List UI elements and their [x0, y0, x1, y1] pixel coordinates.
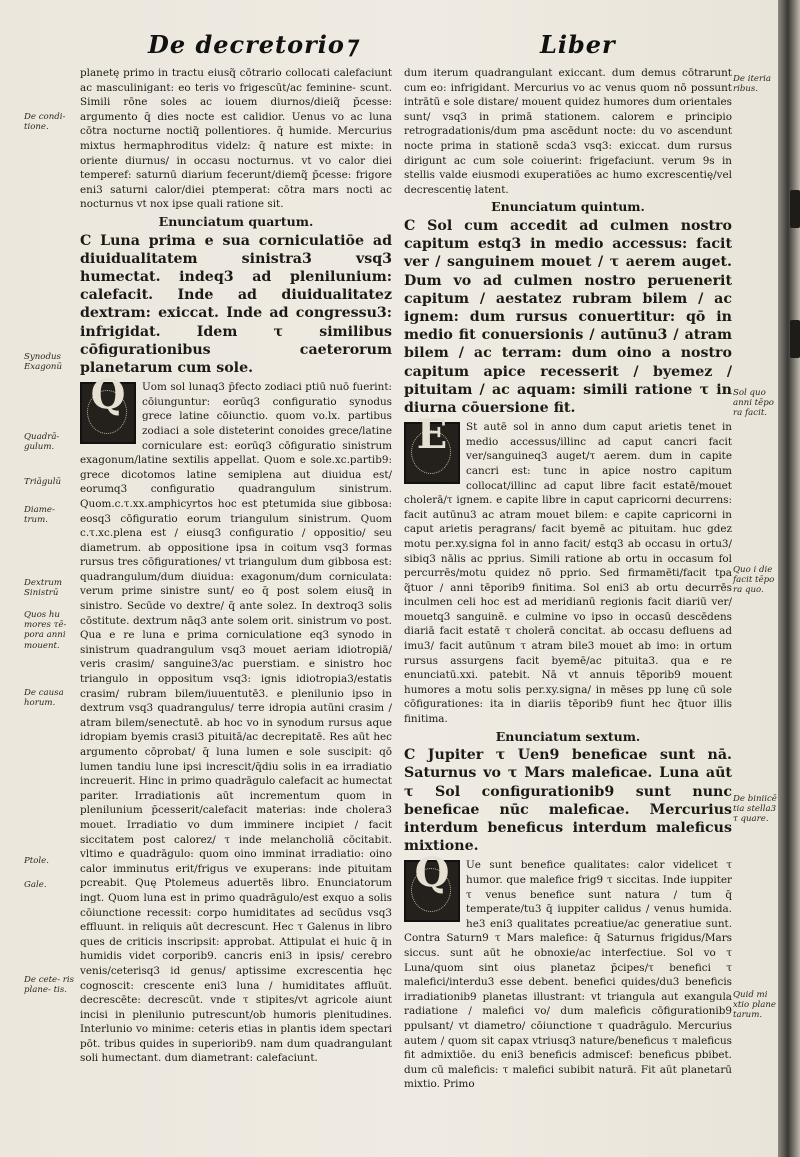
- enunciation-lead: C Sol cum accedit ad culmen nostro capitum estq3 in medio accessus: facit ver / sanguinem mouet / τ aerem auget. Dum vo ad culmen nostro peruenerit capitum / aestatez rubram bilem / ac ignem: dum rursus conuertitur: qō in medio fit conuersionis / autūnu3 / atram bilem / ac terram: dum oino a nostro capitum apice recesserit / byemez / pituitam / ac aquam: simili ratione τ in diurna cōuersione fit.: [404, 217, 732, 416]
- margin-note: Quid mi xtio plane tarum.: [733, 990, 776, 1021]
- facing-page-edge: [790, 320, 800, 358]
- margin-note: De causa horum.: [24, 688, 64, 709]
- margin-note: Diame- trum.: [24, 505, 55, 526]
- paragraph: planetę primo in tractu eiusq̃ cōtrario collocati calefaciunt ac masculinigant: eo teris vo frigescūt/ac feminine- scunt. Simili rōne soles ac iouem diurnos/dieiq̃ p̄cesse: argumento q̄ dies nocte est calidior. Uenus vo ac luna cōtra nocturne noctiq̃ pollentiores. q̄ humide. Mercurius mixtus hermaphroditus videlz: q̄ nature est mixte: in oriente diurnus/ in occasu nocturnus. vt vo calor diei temperef: saturnū diarium fecerunt/diemq̃ p̄cesse: frigore eni3 saturni calor/diei ptemperat: cōtra mars nocti ac nocturnus vt nox ipse quali ratione sit.: [80, 67, 392, 211]
- paragraph: St autē sol in anno dum caput arietis tenet in medio accessus/illinc ad caput cancri facit ver/sanguineq3 auget/τ aerem. dum in capite cancri est: tunc in apice nostro capitum collocat/illinc ad caput libre facit estatē/mouet cholerā/τ ignem. e capite libre in caput capricorni decurrens: facit autūnu3 ac atram mouet bilem: e capite capricorni in caput arietis peragrans/ facit byemē ac pituitam. huc gdez motu per.xy.signa fol in anno facit/ estq3 ab occasu in ortu3/ sibiq3 nālis ac pprius. Simili ratione ab ortu in occasum fol percurrēs/motu quidez nō pprio. Sed firmamēti/facit tpa q̃tuor / anni tēporib9 finitima. Sol eni3 ab ortu decurrēs inculmen celi hoc est ad meridianū regionis facit diariū ver/ mouetq3 sanguinē. e culmine vo ipso in occasū descēdens diariā facit estatē τ cholerā concitat. ab occasu defluens ad imu3/ facit autūnum τ atram bile3 mouet ab imo: in ortum rursus assurgens facit byemē/ac pituita3. qua e re enunciatū.xxi. patebit. Nā vt annuis tēporib9 mouent humores a motu solis per.xy.signa/ in mēses pp lunę cū sole cōfigurationes: ita in diariis tēporib9 fiunt hec q̃tuor illis finitima.: [404, 421, 732, 726]
- enunciation-lead: C Luna prima e sua corniculatiōe ad diuidualitatem sinistra3 vsq3 humectat. indeq3 ad plenilunium: calefacit. Inde ad diuidualitatez dextram: exiccat. Inde ad congressu3: infrigidat. Idem τ similibus cōfigurationibus caeterorum planetarum cum sole.: [80, 232, 392, 376]
- book-gutter: [778, 0, 800, 1157]
- decorated-initial: Q: [404, 860, 460, 922]
- text-column-right: [404, 66, 732, 1091]
- section-heading: Enunciatum sextum.: [495, 728, 641, 744]
- margin-note: Triāgulū: [24, 477, 62, 487]
- paragraph: Uom sol lunaq3 p̄fecto zodiaci ptiū nuō fuerint: cōiunguntur: eorūq3 configuratio synodus grece latine cōiunctio. quom vo.lx. partibus zodiaci a sole disteterint conoides grece/latine corniculare est: eorūq3 cōfiguratio sinistrum exagonum/latine sextilis appellat. Quom e sole.xc.partib9: grece dicotomos latine semiplena aut diuidua est/ eorumq3 configuratio quadrangulum sinistrum. Quom.c.τ.xx.amphicyrtos hoc est ptetumida siue gibbosa: eosq3 cōfiguratio eorum triangulum sinistrum. Quom c.τ.xc.plena est / eiusq3 configuratio / oppositio/ seu diametrum. ab oppositione ipsa in coitum vsq3 formas rursus tres cōfigurationes/ vt triangulum dum gibbosa est: quadrangulum/dum diuidua: exagonum/dum corniculata: verum prime sinistre sunt/ eo q̄ post solem eiusq̃ in sinistro. Secūde vo dextre/ q̄ ante solez. In dextroq3 solis cōstitute. dextrum nāq3 ante solem orit. sinistrum vo post. Qua e re luna e prima corniculatione eq3 synodo in sinistrum quadrangulum vsq3 mouet aeriam idiotropiā/ veris crasim/ sanguine3/ac puerstiam. e sinistro hoc triangulo in oppositum vsq3: ignis idiotropia3/estatis crasim/ rubram bilem/iuuentutē3. e plenilunio ipso in dextrum vsq3 quadrangulus/ terre idropia autūni crasim / atram bilem/senectutē. ab hoc vo in synodum rursus aque idropiam byemis crasi3 pituitā/ac decrepitatē. Res aūt hec argumento cōprobat/ q̄ luna lumen e sole suscipit: qō lumen tandiu lune ipsi increscit/q̄diu solis in ea irradiatio increuerit. Hinc in primo quadrāgulo calefacit ac humectat pariter. Irradiationis aūt incrementum quom in plenilunium p̄cesserit/calefacit materias: inde cholera3 mouet. Irradiatio vo dum imminere incipiet / facit siccitatem post calorez/ τ inde melancholiā cōcitabit. vltimo e quadrāgulo: quom oino imminat irradiatio: oino calor imminutus erit/frigus ve exuperans: inde pituitam pcreabit. Quę Ptolemeus aduertēs libro. Enunciatorum ingt. Quom luna est in primo quadrāgulo/est exquo a solis cōiunctione recessit: corpo humiditates ad secūdus vsq3 effluunt. in reliquis aūt decrescunt. Hec τ Galenus in libro ques de criticis inscripsit: approbat. Attipulat ei huic q̄ in humidis videt corporib9. cancris eni3 in ipsis/ cerebro venis/ceterisq3 id genus/ aptissime excrescentia hęc cognoscit: crescente eni3 luna / humiditates affluūt. decrescēte: decrescūt. vnde τ stipites/vt agricole aiunt incisi in plenilunio putrescunt/ob humoris plenitudines. Interlunio vo minime: ceteris etias in plantis idem spectari pōt. tribus quides in superiorib9. nam dum quadrangulant soli humectant. dum diametrant: calefaciunt.: [80, 381, 392, 1065]
- facing-page-edge: [790, 190, 800, 228]
- margin-note: Quadrā- gulum.: [24, 432, 60, 453]
- margin-note: Ptole.: [24, 856, 49, 866]
- running-head-left: De decretorio⁊: [148, 30, 358, 59]
- margin-note: De biniicē tia stella3 τ quare.: [733, 794, 777, 825]
- margin-note: Quo i die facit tēpo ra quo.: [733, 565, 775, 596]
- section-heading: Enunciatum quintum.: [491, 199, 645, 215]
- margin-note: Quos hu mores τē- pora anni mouent.: [24, 610, 67, 651]
- margin-note: De iteria ribus.: [733, 74, 771, 95]
- margin-note: Dextrum Sinistrū: [24, 578, 63, 599]
- paragraph: Ue sunt benefice qualitates: calor videlicet τ humor. que malefice frig9 τ siccitas. Inde iuppiter τ venus benefice sunt natura / tum q̄ temperate/tu3 q̄ iuppiter calidus / venus humida. he3 eni3 qualitates pcreatiue/ac generatiue sunt. Contra Saturn9 τ Mars malefice: q̄ Saturnus frigidus/Mars siccus. sunt aūt he obnoxie/ac interfectiue. Sol vo τ Luna/quom sint oius planetaz p̄cipes/τ benefici τ malefici/interdu3 esse debent. benefici quides/du3 beneficis irradiationib9 planetas illustrant: vt triangula aut exangula radiatione / malefici vo/ dum maleficis cōfigurationib9 ppulsant/ vt diametro/ cōiunctione τ quadrāgulo. Mercurius autem / quom sit capax vtriusq3 nature/beneficus τ maleficus fit admixtiōe. du eni3 beneficis admiscef: beneficus pbibet. dum cū maleficis: τ malefici subibit naturā. Fit aūt planetarū mixtio. Primo: [404, 859, 732, 1091]
- section-heading: Enunciatum quartum.: [158, 213, 314, 229]
- margin-note: Gale.: [24, 880, 47, 890]
- decorated-initial: E: [404, 422, 460, 484]
- enunciation-lead: C Jupiter τ Uen9 beneficae sunt nā. Saturnus vo τ Mars maleficae. Luna aūt τ Sol configurationib9 sunt nunc beneficae nūc maleficae. Mercurius interdum beneficus interdum maleficus mixtione.: [404, 747, 732, 855]
- running-head-right: Liber: [540, 30, 616, 59]
- text-column-left: [80, 66, 392, 1065]
- margin-note: Synodus Exagonū: [24, 352, 62, 373]
- margin-note: Sol quo anni tēpo ra facit.: [733, 388, 774, 419]
- margin-note: De condi- tione.: [24, 112, 66, 133]
- decorated-initial: Q: [80, 382, 136, 444]
- margin-note: De cete- ris plane- tis.: [24, 975, 75, 996]
- paragraph: dum iterum quadrangulant exiccant. dum demus cōtrarunt cum eo: infrigidant. Mercurius vo ac venus quom nō possunt intrātū e sole distare/ mouent quidez humores dum orientales sunt/ vsq3 in primā stationem. calorem e principio retrogradationis/dum pma ascēdunt nocte: du vo ascendunt nocte prima in stationē scda3 vsq3: exiccat. dum rursus dirigunt ac cum sole coiuerint: frigefaciunt. verum 9s in stellis valde eiusmodi exuperatiōes ac humo excrescentię/vel decrescentię latent.: [404, 67, 732, 196]
